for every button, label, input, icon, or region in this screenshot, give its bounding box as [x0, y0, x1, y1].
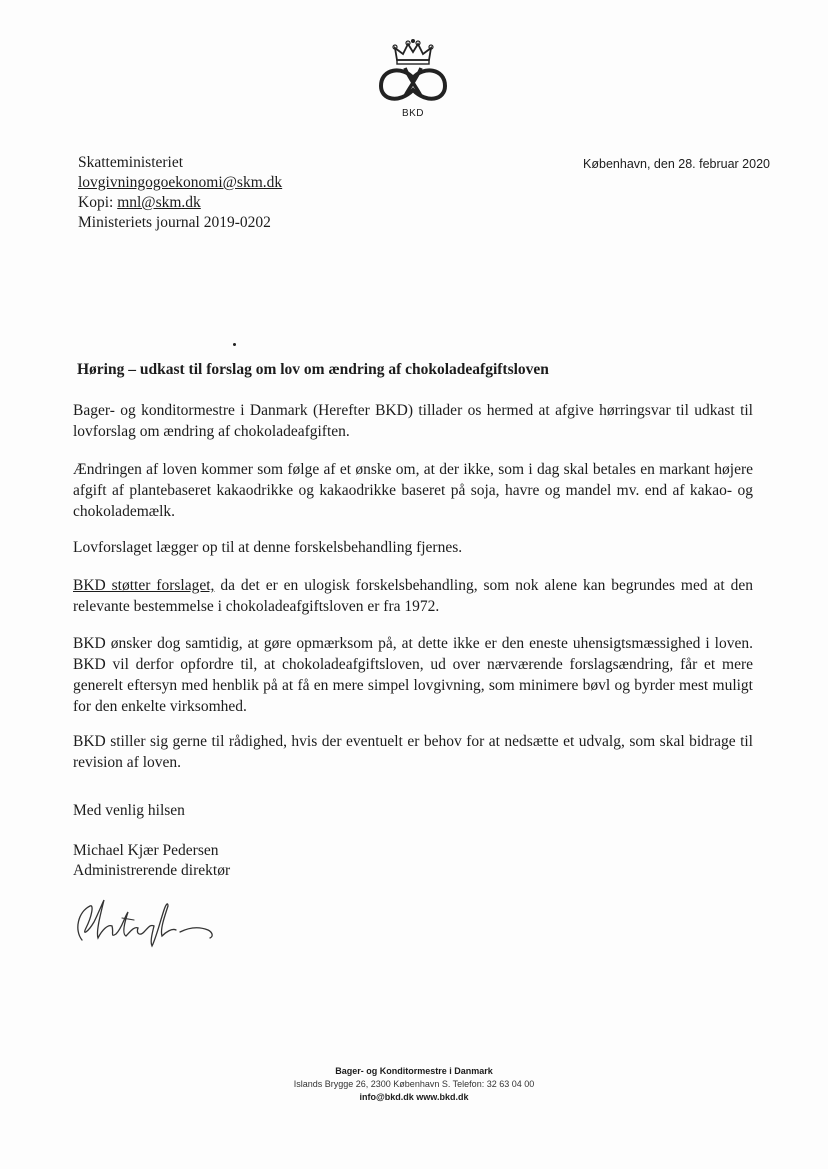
support-statement: BKD støtter forslaget,: [73, 577, 215, 594]
signer-name: Michael Kjær Pedersen: [73, 842, 219, 859]
recipient-block: [78, 153, 282, 233]
crown-pretzel-icon: [373, 38, 453, 108]
stray-dot: [233, 343, 236, 346]
bkd-logo: [373, 38, 453, 124]
body-paragraph-1: Bager- og konditormestre i Danmark (Herefter BKD) tillader os hermed at afgive hørringsvar til udkast til lovforslag om ændring af chokoladeafgiften.: [73, 402, 753, 440]
handwritten-signature: [64, 882, 224, 952]
body-paragraph-5: BKD ønsker dog samtidig, at gøre opmærksom på, at dette ikke er den eneste uhensigtsmæssighed i loven. BKD vil derfor opfordre til, at chokoladeafgiftsloven, ud over nærværende forslagsændring, får et mere generelt eftersyn med henblik på at få en mere simpel lovgivning, som minimere bøvl og byrder mest muligt for den enkelte virksomhed.: [73, 635, 753, 715]
logo-text: BKD: [401, 108, 425, 119]
body-paragraph-6: BKD stiller sig gerne til rådighed, hvis der eventuelt er behov for at nedsætte et udvalg, som skal bidrage til revision af loven.: [73, 733, 753, 771]
footer-contact: info@bkd.dk www.bkd.dk: [359, 1092, 469, 1102]
footer-address: Islands Brygge 26, 2300 København S. Telefon: 32 63 04 00: [293, 1079, 535, 1089]
body-paragraph-4: [73, 575, 753, 617]
recipient-name: Skatteministeriet: [78, 154, 184, 171]
copy-email-link[interactable]: mnl@skm.dk: [117, 194, 201, 211]
support-reason: da det er en ulogisk forskelsbehandling, som nok alene kan begrundes med at den relevante bestemmelse i chokoladeafgiftsloven er fra 1972.: [73, 577, 753, 615]
footer-organization: Bager- og Konditormestre i Danmark: [335, 1066, 493, 1076]
letter-date: København, den 28. februar 2020: [583, 157, 770, 171]
body-paragraph-2: Ændringen af loven kommer som følge af et ønske om, at der ikke, som i dag skal betales en markant højere afgift af plantebaseret kakaodrikke og kakaodrikke baseret på soja, havre og mandel mv. end af kakao- og chokolademælk.: [73, 461, 753, 520]
recipient-email-link[interactable]: lovgivningogoekonomi@skm.dk: [78, 174, 283, 191]
journal-reference: Ministeriets journal 2019-0202: [78, 214, 271, 231]
body-paragraph-3: Lovforslaget lægger op til at denne forskelsbehandling fjernes.: [73, 539, 463, 556]
closing-salutation: Med venlig hilsen: [73, 802, 185, 819]
copy-line: [78, 193, 282, 213]
copy-label: Kopi:: [78, 194, 114, 211]
letter-footer: [0, 1065, 828, 1104]
signer-title: Administrerende direktør: [73, 862, 231, 879]
letter-subject: Høring – udkast til forslag om lov om ændring af chokoladeafgiftsloven: [77, 361, 549, 378]
